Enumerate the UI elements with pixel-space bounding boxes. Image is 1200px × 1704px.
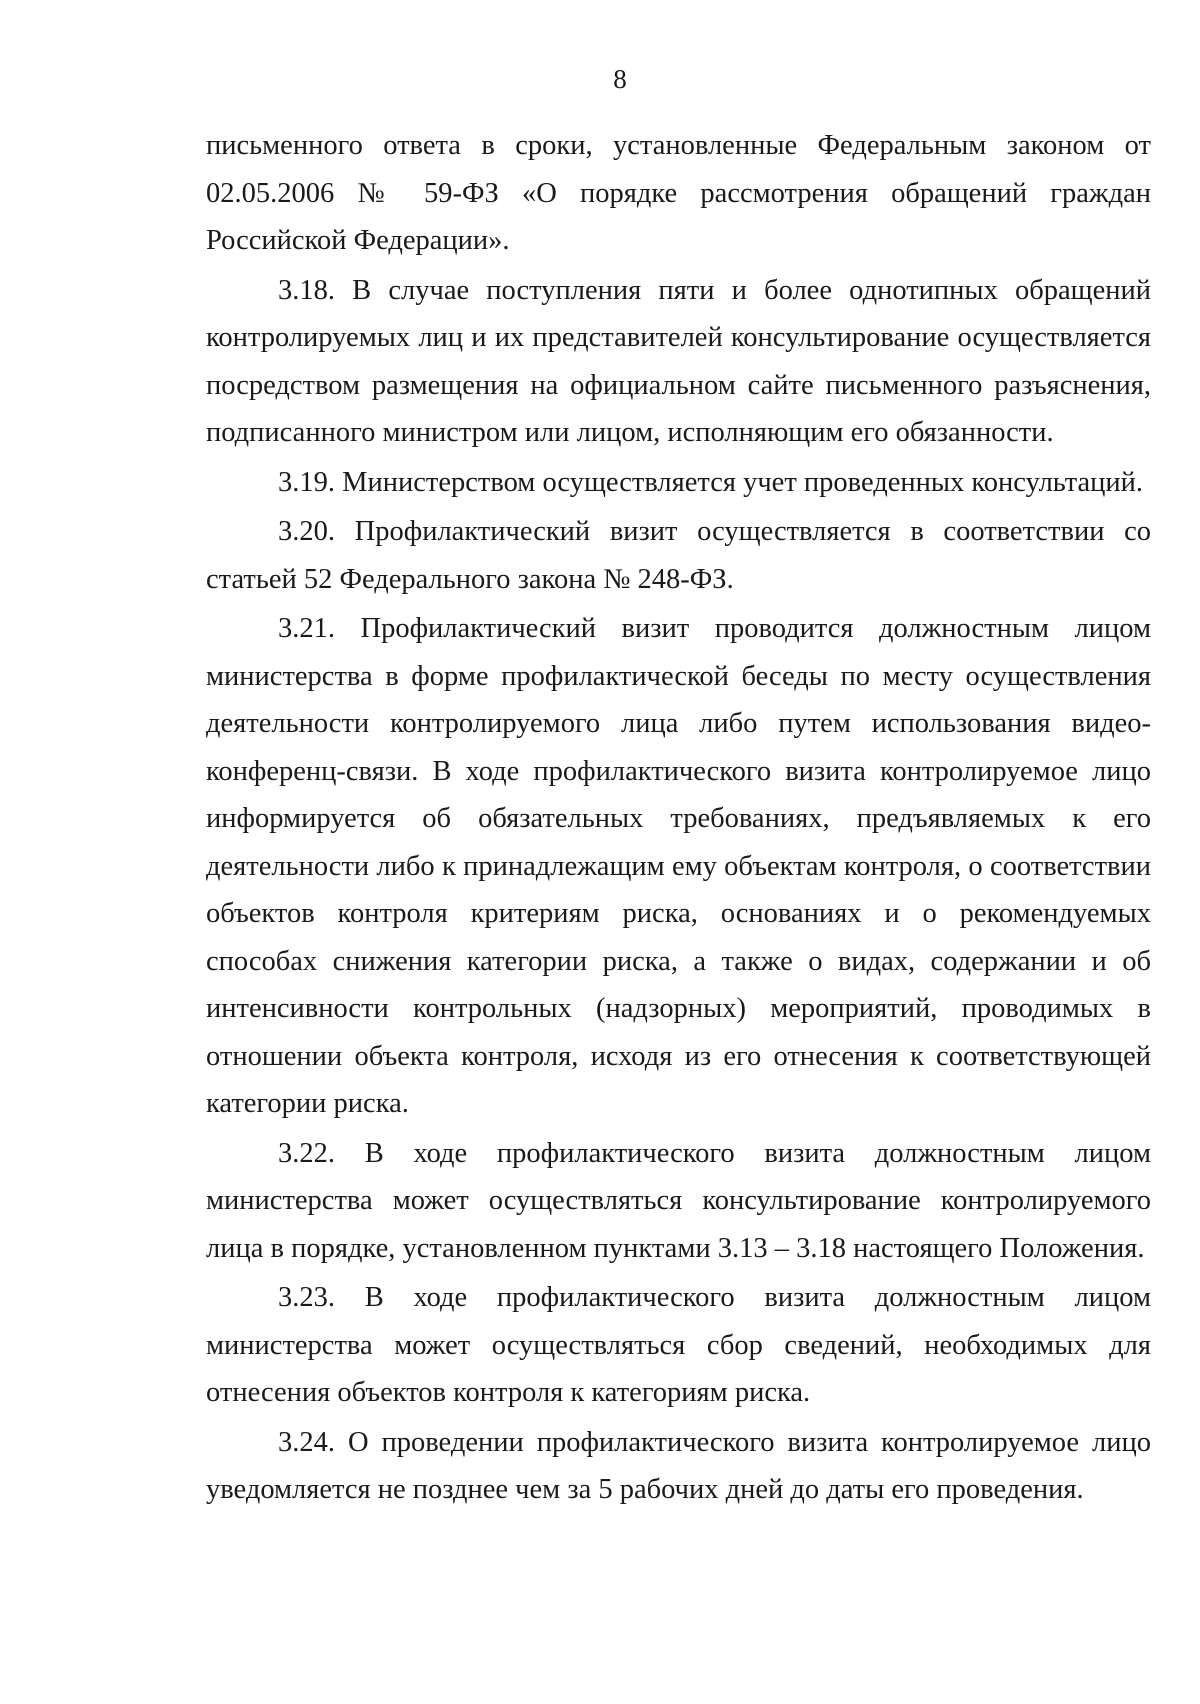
paragraph-continuation: письменного ответа в сроки, установленные Федеральным законом от 02.05.2006 № 59-ФЗ «О порядке рассмотрения обращений граждан Российской Федерации». bbox=[206, 130, 1151, 256]
paragraph-3-22: 3.22. В ходе профилактического визита должностным лицом министерства может осуществляться консультирование контролируемого лица в порядке, установленном пунктами 3.13 – 3.18 настоящего Положения. bbox=[206, 1137, 1151, 1264]
paragraph-3-19: 3.19. Министерством осуществляется учет проведенных консультаций. bbox=[278, 466, 1144, 498]
paragraph-3-23: 3.23. В ходе профилактического визита должностным лицом министерства может осуществляться сбор сведений, необходимых для отнесения объектов контроля к категориям риска. bbox=[206, 1282, 1151, 1408]
page-number: 8 bbox=[613, 64, 627, 94]
paragraph-3-20: 3.20. Профилактический визит осуществляется в соответствии со статьей 52 Федерального закона № 248-ФЗ. bbox=[206, 516, 1151, 595]
paragraph-3-18: 3.18. В случае поступления пяти и более однотипных обращений контролируемых лиц и их представителей консультирование осуществляется посредством размещения на официальном сайте письменного разъяснения, подписанного министром или лицом, исполняющим его обязанности. bbox=[206, 274, 1151, 448]
paragraph-3-21: 3.21. Профилактический визит проводится должностным лицом министерства в форме профилактической беседы по месту осуществления деятельности контролируемого лица либо путем использования видео-конференц-связи. В ходе профилактического визита контролируемое лицо информируется об обязательных требованиях, предъявляемых к его деятельности либо к принадлежащим ему объектам контроля, о соответствии объектов контроля критериям риска, основаниях и о рекомендуемых способах снижения категории риска, а также о видах, содержании и об интенсивности контрольных (надзорных) мероприятий, проводимых в отношении объекта контроля, исходя из его отнесения к соответствующей категории риска. bbox=[206, 613, 1151, 1119]
paragraph-3-24: 3.24. О проведении профилактического визита контролируемое лицо уведомляется не позднее чем за 5 рабочих дней до даты его проведения. bbox=[206, 1426, 1151, 1505]
document-body bbox=[206, 122, 1151, 1514]
